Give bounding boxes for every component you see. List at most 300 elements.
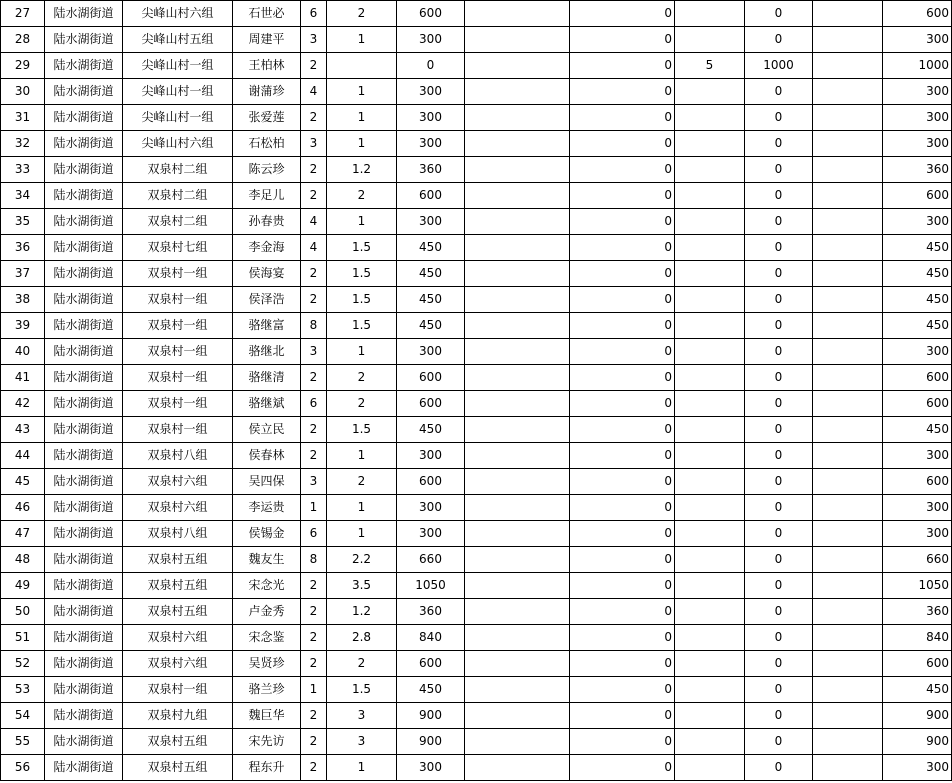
cell-blank-col-b <box>813 105 883 131</box>
cell-quantity: 2.8 <box>327 625 397 651</box>
table-row <box>1 131 952 157</box>
cell-amount-a: 660 <box>397 547 465 573</box>
cell-amount-c: 0 <box>745 313 813 339</box>
cell-total: 450 <box>883 313 952 339</box>
cell-blank-col-a <box>465 755 570 781</box>
cell-count-c <box>675 573 745 599</box>
cell-blank-col-a <box>465 131 570 157</box>
cell-street-name: 陆水湖街道 <box>45 313 123 339</box>
cell-total: 600 <box>883 469 952 495</box>
table-row <box>1 469 952 495</box>
cell-street-name: 陆水湖街道 <box>45 651 123 677</box>
cell-amount-a: 360 <box>397 157 465 183</box>
cell-total: 300 <box>883 131 952 157</box>
cell-blank-col-b <box>813 443 883 469</box>
cell-blank-col-a <box>465 261 570 287</box>
cell-count-c <box>675 729 745 755</box>
cell-blank-col-a <box>465 313 570 339</box>
cell-row-number: 40 <box>1 339 45 365</box>
cell-amount-c: 0 <box>745 27 813 53</box>
cell-household-size: 2 <box>301 287 327 313</box>
cell-village-group: 尖峰山村五组 <box>123 27 233 53</box>
cell-amount-a: 900 <box>397 703 465 729</box>
cell-household-size: 2 <box>301 183 327 209</box>
cell-quantity: 1 <box>327 339 397 365</box>
cell-household-size: 6 <box>301 1 327 27</box>
cell-household-size: 2 <box>301 417 327 443</box>
cell-amount-b: 0 <box>570 365 675 391</box>
cell-count-c <box>675 157 745 183</box>
table-row <box>1 573 952 599</box>
cell-blank-col-a <box>465 79 570 105</box>
cell-blank-col-a <box>465 625 570 651</box>
cell-amount-b: 0 <box>570 443 675 469</box>
table-row <box>1 157 952 183</box>
cell-blank-col-a <box>465 157 570 183</box>
cell-street-name: 陆水湖街道 <box>45 261 123 287</box>
cell-row-number: 45 <box>1 469 45 495</box>
table-row <box>1 339 952 365</box>
cell-quantity: 1 <box>327 755 397 781</box>
cell-person-name: 侯锡金 <box>233 521 301 547</box>
cell-blank-col-b <box>813 521 883 547</box>
cell-blank-col-a <box>465 105 570 131</box>
cell-household-size: 3 <box>301 131 327 157</box>
cell-row-number: 53 <box>1 677 45 703</box>
cell-household-size: 6 <box>301 521 327 547</box>
cell-village-group: 双泉村八组 <box>123 521 233 547</box>
cell-amount-a: 600 <box>397 469 465 495</box>
cell-blank-col-b <box>813 469 883 495</box>
cell-amount-a: 450 <box>397 235 465 261</box>
cell-row-number: 31 <box>1 105 45 131</box>
cell-amount-c: 0 <box>745 235 813 261</box>
cell-quantity: 1.5 <box>327 261 397 287</box>
cell-amount-b: 0 <box>570 313 675 339</box>
cell-count-c <box>675 547 745 573</box>
cell-amount-c: 0 <box>745 677 813 703</box>
cell-amount-a: 300 <box>397 209 465 235</box>
cell-street-name: 陆水湖街道 <box>45 729 123 755</box>
cell-total: 1050 <box>883 573 952 599</box>
cell-village-group: 尖峰山村六组 <box>123 131 233 157</box>
cell-blank-col-b <box>813 677 883 703</box>
cell-count-c <box>675 703 745 729</box>
cell-blank-col-b <box>813 625 883 651</box>
cell-row-number: 32 <box>1 131 45 157</box>
cell-quantity: 1.5 <box>327 287 397 313</box>
cell-household-size: 1 <box>301 677 327 703</box>
cell-amount-b: 0 <box>570 495 675 521</box>
cell-person-name: 侯海宴 <box>233 261 301 287</box>
cell-total: 300 <box>883 27 952 53</box>
cell-village-group: 双泉村六组 <box>123 625 233 651</box>
cell-blank-col-a <box>465 703 570 729</box>
cell-amount-a: 360 <box>397 599 465 625</box>
cell-row-number: 37 <box>1 261 45 287</box>
cell-total: 600 <box>883 391 952 417</box>
table-row <box>1 755 952 781</box>
cell-row-number: 34 <box>1 183 45 209</box>
cell-household-size: 2 <box>301 443 327 469</box>
cell-household-size: 2 <box>301 755 327 781</box>
cell-amount-a: 600 <box>397 391 465 417</box>
cell-quantity: 1 <box>327 27 397 53</box>
cell-quantity: 1.2 <box>327 599 397 625</box>
table-row <box>1 417 952 443</box>
cell-village-group: 双泉村二组 <box>123 157 233 183</box>
cell-count-c <box>675 417 745 443</box>
cell-total: 600 <box>883 651 952 677</box>
cell-amount-a: 300 <box>397 339 465 365</box>
cell-amount-c: 0 <box>745 521 813 547</box>
cell-amount-c: 0 <box>745 157 813 183</box>
cell-blank-col-b <box>813 417 883 443</box>
cell-amount-a: 450 <box>397 261 465 287</box>
cell-amount-c: 0 <box>745 339 813 365</box>
cell-person-name: 张爱莲 <box>233 105 301 131</box>
cell-street-name: 陆水湖街道 <box>45 495 123 521</box>
cell-street-name: 陆水湖街道 <box>45 443 123 469</box>
cell-amount-a: 300 <box>397 443 465 469</box>
cell-row-number: 30 <box>1 79 45 105</box>
cell-amount-c: 0 <box>745 443 813 469</box>
cell-street-name: 陆水湖街道 <box>45 547 123 573</box>
cell-amount-b: 0 <box>570 521 675 547</box>
cell-count-c <box>675 391 745 417</box>
cell-blank-col-a <box>465 1 570 27</box>
cell-amount-a: 300 <box>397 131 465 157</box>
cell-person-name: 宋先访 <box>233 729 301 755</box>
cell-total: 600 <box>883 1 952 27</box>
cell-blank-col-b <box>813 495 883 521</box>
cell-person-name: 石松柏 <box>233 131 301 157</box>
cell-row-number: 44 <box>1 443 45 469</box>
cell-count-c <box>675 79 745 105</box>
cell-person-name: 侯泽浩 <box>233 287 301 313</box>
cell-household-size: 2 <box>301 599 327 625</box>
cell-person-name: 陈云珍 <box>233 157 301 183</box>
cell-amount-b: 0 <box>570 261 675 287</box>
cell-quantity: 2.2 <box>327 547 397 573</box>
cell-amount-b: 0 <box>570 27 675 53</box>
cell-quantity: 1.5 <box>327 235 397 261</box>
cell-total: 360 <box>883 599 952 625</box>
cell-row-number: 36 <box>1 235 45 261</box>
cell-blank-col-b <box>813 183 883 209</box>
table-row <box>1 53 952 79</box>
cell-household-size: 4 <box>301 235 327 261</box>
cell-amount-b: 0 <box>570 599 675 625</box>
cell-total: 300 <box>883 755 952 781</box>
cell-person-name: 谢蒲珍 <box>233 79 301 105</box>
cell-blank-col-b <box>813 391 883 417</box>
cell-total: 1000 <box>883 53 952 79</box>
cell-amount-c: 0 <box>745 391 813 417</box>
cell-person-name: 宋念鉴 <box>233 625 301 651</box>
cell-count-c <box>675 495 745 521</box>
cell-quantity: 1.5 <box>327 677 397 703</box>
cell-amount-b: 0 <box>570 131 675 157</box>
cell-total: 300 <box>883 79 952 105</box>
cell-count-c <box>675 599 745 625</box>
table-row <box>1 651 952 677</box>
cell-village-group: 双泉村八组 <box>123 443 233 469</box>
cell-quantity: 2 <box>327 1 397 27</box>
cell-person-name: 王柏林 <box>233 53 301 79</box>
cell-village-group: 双泉村五组 <box>123 729 233 755</box>
cell-amount-a: 450 <box>397 287 465 313</box>
cell-person-name: 李金海 <box>233 235 301 261</box>
cell-village-group: 双泉村二组 <box>123 183 233 209</box>
cell-quantity: 1.5 <box>327 313 397 339</box>
table-row <box>1 729 952 755</box>
cell-household-size: 2 <box>301 651 327 677</box>
cell-amount-c: 0 <box>745 105 813 131</box>
cell-amount-c: 0 <box>745 287 813 313</box>
cell-household-size: 4 <box>301 209 327 235</box>
cell-village-group: 双泉村一组 <box>123 677 233 703</box>
cell-street-name: 陆水湖街道 <box>45 677 123 703</box>
cell-village-group: 双泉村九组 <box>123 703 233 729</box>
cell-blank-col-b <box>813 131 883 157</box>
cell-amount-a: 300 <box>397 755 465 781</box>
cell-row-number: 47 <box>1 521 45 547</box>
cell-amount-b: 0 <box>570 729 675 755</box>
cell-person-name: 石世必 <box>233 1 301 27</box>
cell-village-group: 双泉村五组 <box>123 547 233 573</box>
cell-row-number: 49 <box>1 573 45 599</box>
cell-street-name: 陆水湖街道 <box>45 235 123 261</box>
cell-household-size: 2 <box>301 703 327 729</box>
cell-row-number: 51 <box>1 625 45 651</box>
cell-row-number: 29 <box>1 53 45 79</box>
cell-street-name: 陆水湖街道 <box>45 755 123 781</box>
cell-blank-col-a <box>465 287 570 313</box>
cell-amount-a: 600 <box>397 365 465 391</box>
table-row <box>1 521 952 547</box>
cell-total: 660 <box>883 547 952 573</box>
cell-count-c <box>675 677 745 703</box>
cell-row-number: 48 <box>1 547 45 573</box>
cell-household-size: 8 <box>301 547 327 573</box>
cell-village-group: 双泉村五组 <box>123 755 233 781</box>
cell-blank-col-b <box>813 53 883 79</box>
cell-household-size: 2 <box>301 573 327 599</box>
cell-village-group: 尖峰山村一组 <box>123 53 233 79</box>
cell-person-name: 骆继清 <box>233 365 301 391</box>
cell-count-c <box>675 131 745 157</box>
cell-blank-col-b <box>813 235 883 261</box>
cell-amount-a: 300 <box>397 495 465 521</box>
cell-village-group: 双泉村一组 <box>123 391 233 417</box>
cell-street-name: 陆水湖街道 <box>45 573 123 599</box>
cell-street-name: 陆水湖街道 <box>45 27 123 53</box>
cell-household-size: 6 <box>301 391 327 417</box>
cell-count-c <box>675 313 745 339</box>
cell-count-c <box>675 287 745 313</box>
cell-amount-b: 0 <box>570 53 675 79</box>
cell-village-group: 双泉村七组 <box>123 235 233 261</box>
cell-street-name: 陆水湖街道 <box>45 417 123 443</box>
cell-village-group: 尖峰山村六组 <box>123 1 233 27</box>
cell-count-c <box>675 235 745 261</box>
cell-quantity: 1 <box>327 79 397 105</box>
cell-street-name: 陆水湖街道 <box>45 183 123 209</box>
table-row <box>1 677 952 703</box>
cell-amount-c: 0 <box>745 183 813 209</box>
cell-count-c <box>675 443 745 469</box>
cell-amount-c: 0 <box>745 573 813 599</box>
cell-total: 450 <box>883 287 952 313</box>
cell-amount-b: 0 <box>570 469 675 495</box>
cell-village-group: 双泉村二组 <box>123 209 233 235</box>
cell-blank-col-a <box>465 651 570 677</box>
cell-amount-c: 0 <box>745 417 813 443</box>
cell-street-name: 陆水湖街道 <box>45 79 123 105</box>
cell-count-c <box>675 339 745 365</box>
cell-blank-col-b <box>813 157 883 183</box>
table-row <box>1 313 952 339</box>
cell-blank-col-b <box>813 339 883 365</box>
cell-blank-col-a <box>465 469 570 495</box>
cell-amount-b: 0 <box>570 417 675 443</box>
cell-amount-c: 0 <box>745 365 813 391</box>
cell-amount-a: 300 <box>397 521 465 547</box>
cell-row-number: 46 <box>1 495 45 521</box>
table-row <box>1 261 952 287</box>
cell-person-name: 孙春贵 <box>233 209 301 235</box>
cell-quantity: 1.5 <box>327 417 397 443</box>
table-row <box>1 599 952 625</box>
cell-total: 300 <box>883 495 952 521</box>
table-row <box>1 443 952 469</box>
cell-amount-b: 0 <box>570 339 675 365</box>
cell-count-c <box>675 261 745 287</box>
cell-household-size: 3 <box>301 339 327 365</box>
cell-total: 450 <box>883 235 952 261</box>
cell-amount-c: 0 <box>745 755 813 781</box>
cell-blank-col-b <box>813 573 883 599</box>
cell-household-size: 2 <box>301 625 327 651</box>
cell-amount-a: 900 <box>397 729 465 755</box>
cell-blank-col-a <box>465 547 570 573</box>
cell-amount-c: 0 <box>745 547 813 573</box>
cell-count-c <box>675 625 745 651</box>
cell-blank-col-a <box>465 521 570 547</box>
cell-row-number: 35 <box>1 209 45 235</box>
cell-blank-col-a <box>465 599 570 625</box>
cell-street-name: 陆水湖街道 <box>45 53 123 79</box>
cell-amount-c: 0 <box>745 625 813 651</box>
cell-household-size: 1 <box>301 495 327 521</box>
cell-quantity: 3 <box>327 703 397 729</box>
cell-quantity: 2 <box>327 469 397 495</box>
cell-quantity: 1 <box>327 131 397 157</box>
cell-row-number: 38 <box>1 287 45 313</box>
cell-amount-b: 0 <box>570 105 675 131</box>
cell-quantity: 1 <box>327 209 397 235</box>
cell-quantity: 3.5 <box>327 573 397 599</box>
cell-quantity: 2 <box>327 391 397 417</box>
cell-row-number: 54 <box>1 703 45 729</box>
table-row <box>1 1 952 27</box>
cell-total: 300 <box>883 105 952 131</box>
table-row <box>1 287 952 313</box>
cell-quantity: 1.2 <box>327 157 397 183</box>
cell-total: 300 <box>883 339 952 365</box>
cell-village-group: 尖峰山村一组 <box>123 79 233 105</box>
cell-blank-col-a <box>465 573 570 599</box>
cell-amount-a: 600 <box>397 1 465 27</box>
cell-total: 300 <box>883 521 952 547</box>
cell-blank-col-b <box>813 1 883 27</box>
cell-amount-c: 0 <box>745 469 813 495</box>
cell-amount-a: 840 <box>397 625 465 651</box>
cell-amount-c: 0 <box>745 651 813 677</box>
table-body <box>1 1 952 781</box>
cell-blank-col-b <box>813 599 883 625</box>
cell-blank-col-a <box>465 27 570 53</box>
cell-amount-c: 0 <box>745 209 813 235</box>
cell-household-size: 8 <box>301 313 327 339</box>
table-row <box>1 391 952 417</box>
cell-blank-col-a <box>465 677 570 703</box>
cell-row-number: 55 <box>1 729 45 755</box>
cell-blank-col-a <box>465 417 570 443</box>
cell-person-name: 卢金秀 <box>233 599 301 625</box>
cell-count-c <box>675 521 745 547</box>
cell-person-name: 李足儿 <box>233 183 301 209</box>
cell-amount-b: 0 <box>570 287 675 313</box>
cell-person-name: 程东升 <box>233 755 301 781</box>
cell-person-name: 侯春林 <box>233 443 301 469</box>
cell-count-c <box>675 1 745 27</box>
cell-village-group: 双泉村五组 <box>123 573 233 599</box>
cell-quantity: 1 <box>327 443 397 469</box>
cell-blank-col-b <box>813 703 883 729</box>
cell-blank-col-b <box>813 365 883 391</box>
table-row <box>1 235 952 261</box>
cell-person-name: 魏友生 <box>233 547 301 573</box>
cell-street-name: 陆水湖街道 <box>45 105 123 131</box>
cell-quantity: 2 <box>327 651 397 677</box>
cell-total: 300 <box>883 443 952 469</box>
cell-person-name: 吴贤珍 <box>233 651 301 677</box>
table-row <box>1 183 952 209</box>
cell-total: 450 <box>883 677 952 703</box>
cell-row-number: 28 <box>1 27 45 53</box>
cell-person-name: 李运贵 <box>233 495 301 521</box>
cell-street-name: 陆水湖街道 <box>45 625 123 651</box>
table-row <box>1 209 952 235</box>
cell-blank-col-b <box>813 209 883 235</box>
cell-person-name: 宋念光 <box>233 573 301 599</box>
cell-village-group: 双泉村六组 <box>123 469 233 495</box>
cell-blank-col-a <box>465 365 570 391</box>
cell-quantity: 1 <box>327 495 397 521</box>
cell-household-size: 2 <box>301 261 327 287</box>
cell-count-c <box>675 27 745 53</box>
cell-village-group: 双泉村一组 <box>123 313 233 339</box>
cell-street-name: 陆水湖街道 <box>45 469 123 495</box>
cell-street-name: 陆水湖街道 <box>45 209 123 235</box>
cell-person-name: 骆继富 <box>233 313 301 339</box>
cell-row-number: 41 <box>1 365 45 391</box>
cell-total: 360 <box>883 157 952 183</box>
cell-blank-col-a <box>465 183 570 209</box>
cell-household-size: 2 <box>301 729 327 755</box>
